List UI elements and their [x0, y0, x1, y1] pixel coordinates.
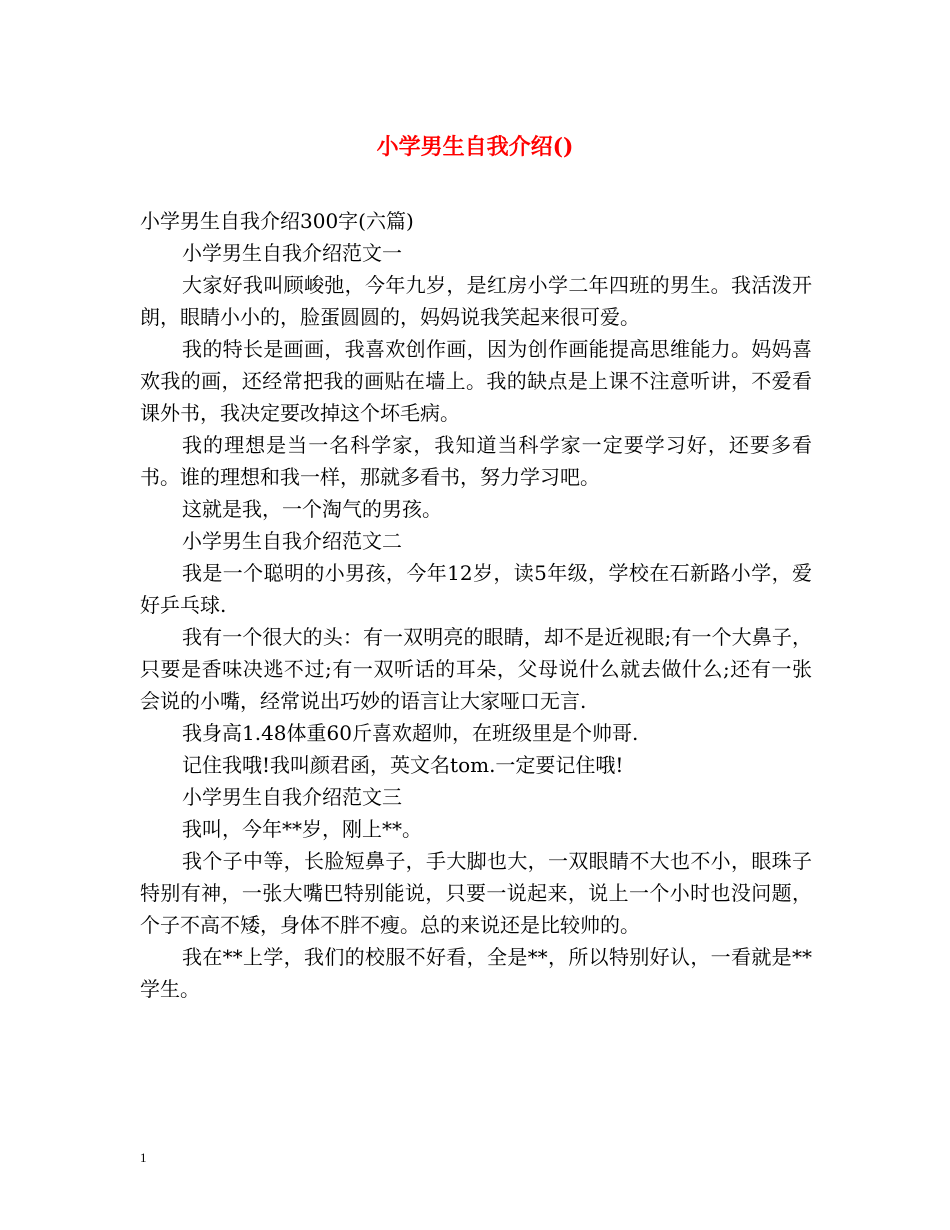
paragraph: 我是一个聪明的小男孩，今年12岁，读5年级，学校在石新路小学，爱好乒乓球. [140, 561, 812, 617]
paragraph: 小学男生自我介绍300字(六篇) [140, 209, 414, 233]
paragraph: 我身高1.48体重60斤喜欢超帅，在班级里是个帅哥. [182, 721, 639, 745]
paragraph: 大家好我叫顾峻弛，今年九岁，是红房小学二年四班的男生。我活泼开朗，眼睛小小的，脸蛋圆圆的，妈妈说我笑起来很可爱。 [140, 273, 812, 329]
paragraph: 这就是我，一个淘气的男孩。 [182, 497, 442, 521]
paragraph: 小学男生自我介绍范文二 [182, 529, 402, 553]
paragraph: 我个子中等，长脸短鼻子，手大脚也大，一双眼睛不大也不小，眼珠子特别有神，一张大嘴巴特别能说，只要一说起来，说上一个小时也没问题，个子不高不矮，身体不胖不瘦。总的来说还是比较帅的。 [140, 849, 812, 937]
paragraph: 记住我哦!我叫颜君函，英文名tom.一定要记住哦! [182, 753, 624, 777]
document-title: 小学男生自我介绍() [376, 134, 574, 160]
page-number: 1 [140, 1150, 147, 1165]
paragraph: 我在**上学，我们的校服不好看，全是**，所以特别好认，一看就是**学生。 [140, 945, 812, 1001]
paragraph: 我叫，今年**岁，刚上**。 [182, 817, 422, 841]
document-body [140, 205, 812, 1005]
paragraph: 小学男生自我介绍范文三 [182, 785, 402, 809]
paragraph: 我的理想是当一名科学家，我知道当科学家一定要学习好，还要多看书。谁的理想和我一样，那就多看书，努力学习吧。 [140, 433, 812, 489]
paragraph: 小学男生自我介绍范文一 [182, 241, 402, 265]
paragraph: 我的特长是画画，我喜欢创作画，因为创作画能提高思维能力。妈妈喜欢我的画，还经常把我的画贴在墙上。我的缺点是上课不注意听讲，不爱看课外书，我决定要改掉这个坏毛病。 [140, 337, 812, 425]
paragraph: 我有一个很大的头：有一双明亮的眼睛，却不是近视眼;有一个大鼻子，只要是香味决逃不过;有一双听话的耳朵，父母说什么就去做什么;还有一张会说的小嘴，经常说出巧妙的语言让大家哑口无言. [140, 625, 812, 713]
